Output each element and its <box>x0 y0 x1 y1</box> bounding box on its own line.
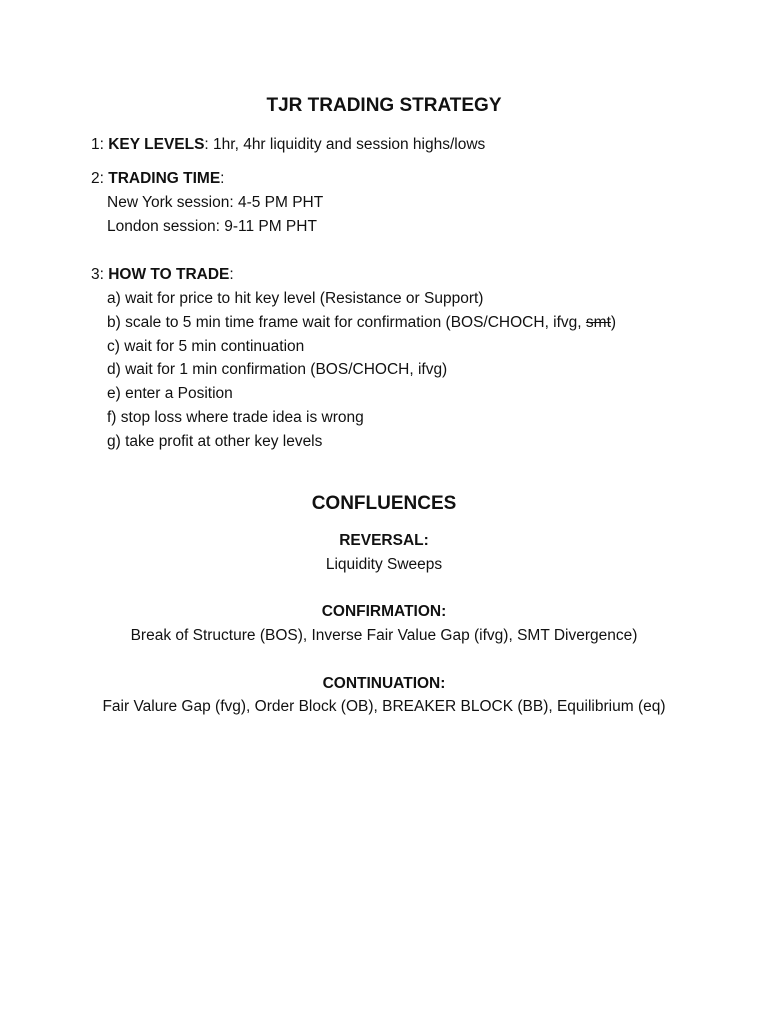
how-to-trade-line <box>91 266 234 284</box>
step-b-close: ) <box>610 314 617 331</box>
step-a: a) wait for price to hit key level (Resistance or Support) <box>107 290 484 307</box>
section-number: 2: <box>91 170 109 187</box>
trading-time-line <box>91 170 224 188</box>
heading-colon: : <box>220 170 225 187</box>
continuation-heading: CONTINUATION: <box>322 675 446 692</box>
how-to-trade-heading: HOW TO TRADE <box>108 266 230 283</box>
section-number: 3: <box>91 266 109 283</box>
step-e: e) enter a Position <box>107 385 233 402</box>
reversal-heading: REVERSAL: <box>339 532 429 549</box>
key-levels-heading: KEY LEVELS <box>108 136 205 153</box>
london-session: London session: 9-11 PM PHT <box>107 218 317 235</box>
key-levels-line <box>91 136 485 154</box>
section-number: 1: <box>91 136 109 153</box>
confirmation-text: Break of Structure (BOS), Inverse Fair Value Gap (ifvg), SMT Divergence) <box>130 627 638 644</box>
new-york-session: New York session: 4-5 PM PHT <box>107 194 324 211</box>
confirmation-heading: CONFIRMATION: <box>321 603 447 620</box>
step-g: g) take profit at other key levels <box>107 433 323 450</box>
step-b <box>107 314 616 332</box>
continuation-text: Fair Valure Gap (fvg), Order Block (OB), BREAKER BLOCK (BB), Equilibrium (eq) <box>102 698 666 715</box>
document-title: TJR TRADING STRATEGY <box>266 95 502 116</box>
key-levels-text: : 1hr, 4hr liquidity and session highs/lows <box>204 136 486 153</box>
confluences-title: CONFLUENCES <box>311 493 457 514</box>
heading-colon: : <box>229 266 234 283</box>
step-c: c) wait for 5 min continuation <box>107 338 305 355</box>
reversal-text: Liquidity Sweeps <box>325 556 443 573</box>
step-f: f) stop loss where trade idea is wrong <box>107 409 364 426</box>
step-d: d) wait for 1 min confirmation (BOS/CHOCH, ifvg) <box>107 361 448 378</box>
step-b-struck-text: smt <box>585 314 611 331</box>
trading-time-heading: TRADING TIME <box>108 170 221 187</box>
step-b-text: b) scale to 5 min time frame wait for confirmation (BOS/CHOCH, ifvg, <box>107 314 586 331</box>
